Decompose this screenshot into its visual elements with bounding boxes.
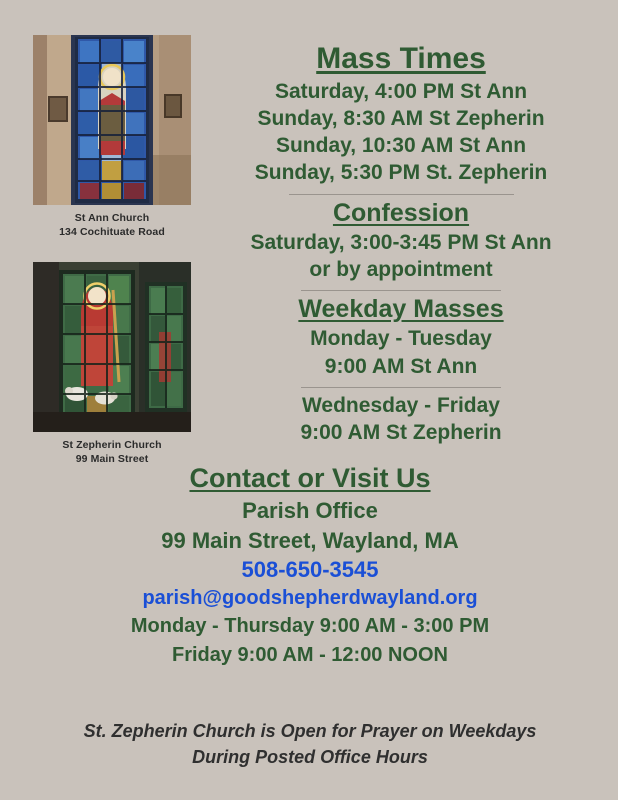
footer-line-2: During Posted Office Hours <box>192 747 428 768</box>
photo-block-st-ann <box>33 35 191 240</box>
mass-time-entry: Saturday, 4:00 PM St Ann <box>274 79 528 103</box>
confession-heading: Confession <box>332 198 470 227</box>
caption-line-1: St Ann Church <box>74 212 150 224</box>
mass-time-entry: Sunday, 5:30 PM St. Zepherin <box>254 161 548 185</box>
confession-entry: Saturday, 3:00-3:45 PM St Ann <box>250 230 552 254</box>
weekday-mass-entry: 9:00 AM St Ann <box>324 354 478 378</box>
photo-block-st-zepherin <box>33 262 191 467</box>
weekday-masses-heading: Weekday Masses <box>298 295 504 324</box>
email-address-link[interactable]: parish@goodshepherdwayland.org <box>142 587 478 610</box>
stained-glass-window-st-ann-image <box>33 35 191 205</box>
caption-line-2: 99 Main Street <box>75 452 149 465</box>
parish-office-label: Parish Office <box>242 498 378 524</box>
mass-time-entry: Sunday, 8:30 AM St Zepherin <box>257 106 545 130</box>
parish-address: 99 Main Street, Wayland, MA <box>161 527 459 553</box>
confession-entry: or by appointment <box>309 258 493 282</box>
contact-heading: Contact or Visit Us <box>189 463 431 493</box>
office-hours-line: Monday - Thursday 9:00 AM - 3:00 PM <box>130 615 490 638</box>
mass-time-entry: Sunday, 10:30 AM St Ann <box>275 134 527 158</box>
weekday-mass-entry: Wednesday - Friday <box>301 393 500 417</box>
photo-spacer <box>33 244 191 262</box>
caption-line-1: St Zepherin Church <box>62 438 162 451</box>
schedule-column <box>205 42 597 447</box>
caption-line-2: 134 Cochituate Road <box>59 225 165 238</box>
section-divider <box>301 387 501 388</box>
phone-number[interactable]: 508-650-3545 <box>241 557 379 583</box>
weekday-mass-entry: 9:00 AM St Zepherin <box>300 421 502 445</box>
footer-line-1: St. Zepherin Church is Open for Prayer on Weekdays <box>83 721 537 741</box>
mass-times-heading: Mass Times <box>316 42 486 75</box>
section-divider <box>301 290 501 291</box>
weekday-mass-entry: Monday - Tuesday <box>310 327 492 351</box>
photo-column <box>33 35 191 470</box>
photo-caption-st-ann <box>33 212 191 240</box>
footer-note <box>40 718 580 770</box>
contact-section <box>60 463 560 669</box>
stained-glass-window-st-zepherin-image <box>33 262 191 432</box>
section-divider <box>289 194 514 195</box>
office-hours-line: Friday 9:00 AM - 12:00 NOON <box>171 643 448 666</box>
